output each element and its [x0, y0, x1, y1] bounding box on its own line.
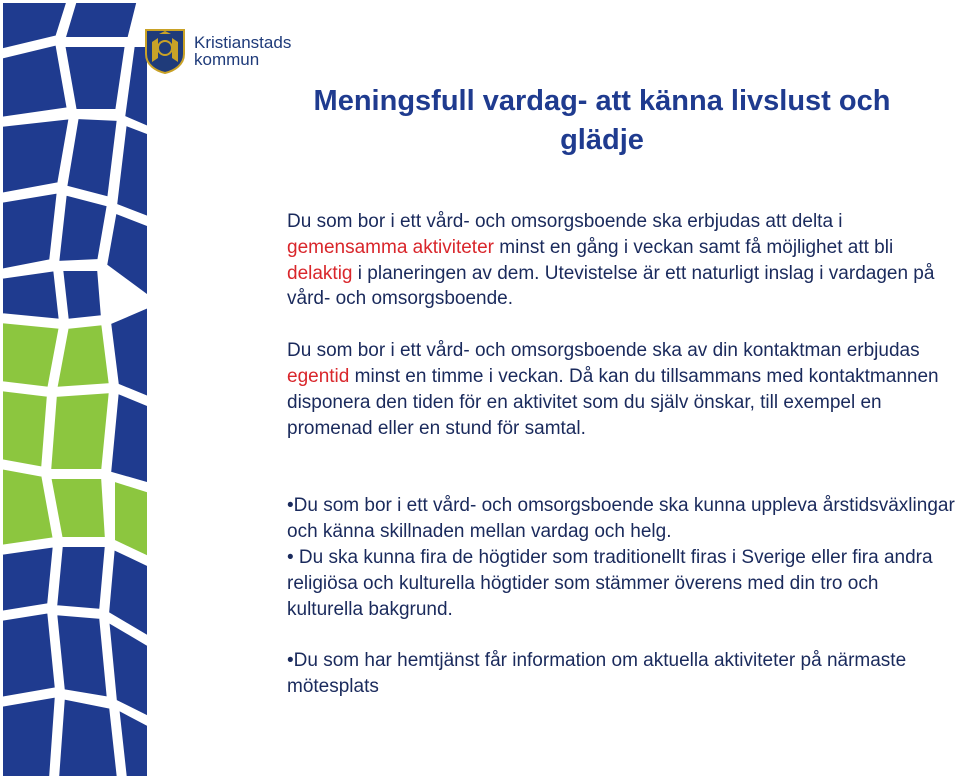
page-title: Meningsfull vardag- att känna livslust och glädje: [313, 85, 891, 156]
bullet-item: •Du som bor i ett vård- och omsorgsboende ska kunna uppleva årstidsväxlingar och känna skillnaden mellan vardag och helg.: [287, 495, 955, 543]
p2-highlight-egentid: egentid: [287, 365, 350, 387]
paragraph-activities: [287, 209, 959, 312]
body-content: [287, 209, 959, 700]
decorative-mosaic: [0, 0, 150, 779]
p1-text-b: minst en gång i veckan samt få möjlighet att bli: [493, 236, 894, 258]
bullet-item: •Du som har hemtjänst får information om aktuella aktiviteter på närmaste mötesplats: [287, 650, 907, 698]
p2-text-a: Du som bor i ett vård- och omsorgsboende ska av din kontaktman erbjudas: [287, 340, 920, 362]
paragraph-egentid: [287, 338, 959, 441]
logo-line-1: Kristianstads: [194, 33, 292, 52]
kristianstads-logo: [144, 28, 291, 74]
p2-text-b: minst en timme i veckan. Då kan du tillsammans med kontaktmannen disponera den tiden för en aktivitet som du själv önskar, till exempel en promenad eller en stund för samtal.: [287, 365, 939, 439]
logo-line-2: kommun: [194, 50, 260, 69]
coat-of-arms-icon: [144, 28, 186, 74]
p1-text-c: i planeringen av dem. Utevistelse är ett naturligt inslag i vardagen på vård- och omsorgsboende.: [287, 262, 935, 310]
p1-highlight-delaktig: delaktig: [287, 262, 353, 284]
p1-text-a: Du som bor i ett vård- och omsorgsboende ska erbjudas att delta i: [287, 211, 843, 232]
bullet-item: • Du ska kunna fira de högtider som traditionellt firas i Sverige eller fira andra religiösa och kulturella högtider som stämmer överens med din tro och kulturella bakgrund.: [287, 546, 933, 620]
p1-highlight-activities: gemensamma aktiviteter: [287, 236, 494, 258]
